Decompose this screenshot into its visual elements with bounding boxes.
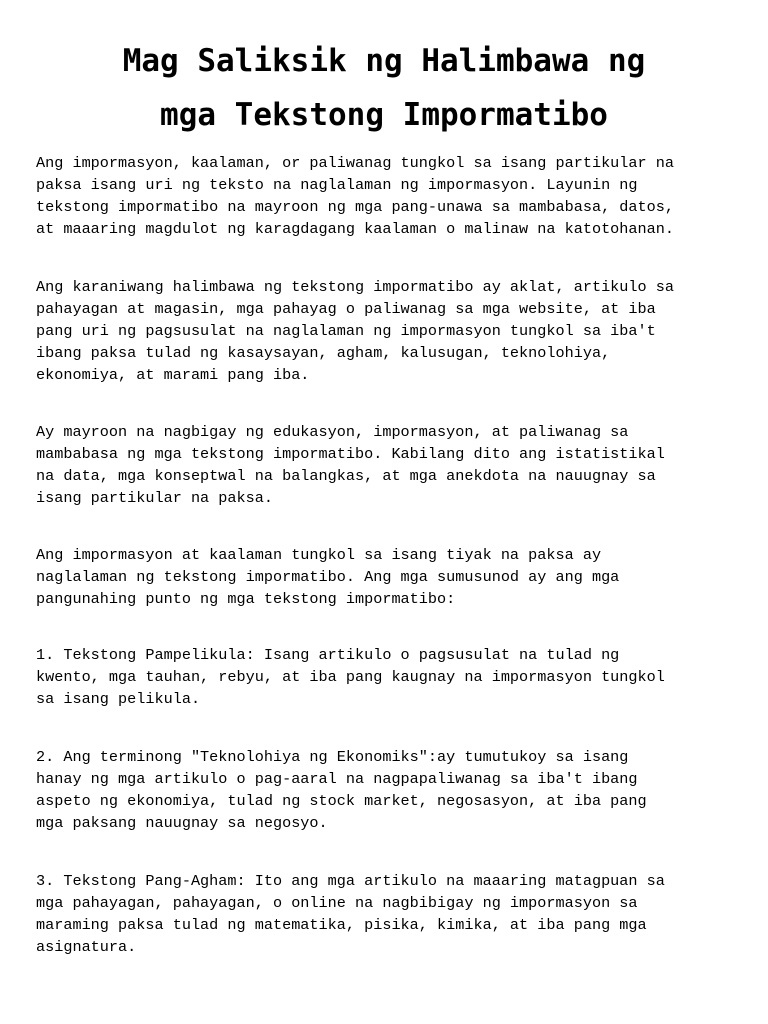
title-line-1: Mag Saliksik ng Halimbawa ng	[122, 43, 646, 79]
list-item-1: 1. Tekstong Pampelikula: Isang artikulo o pagsusulat na tulad ng kwento, mga tauhan, rebyu, at iba pang kaugnay na impormasyon tungkol sa isang pelikula.	[36, 646, 665, 708]
list-item-3: 3. Tekstong Pang-Agham: Ito ang mga artikulo na maaaring matagpuan sa mga pahayagan, pahayagan, o online na nagbibigay ng impormasyon sa maraming paksa tulad ng matematika, pisika, kimika, at iba pang mga asignatura.	[36, 872, 665, 956]
paragraph-intro: Ang impormasyon, kaalaman, or paliwanag tungkol sa isang partikular na paksa isang uri ng teksto na naglalaman ng impormasyon. Layunin ng tekstong impormatibo na mayroon ng mga pang-unawa sa mambabasa, datos, at maaaring magdulot ng karagdagang kaalaman o malinaw na katotohanan.	[36, 154, 674, 238]
paragraph-main-points: Ang impormasyon at kaalaman tungkol sa isang tiyak na paksa ay naglalaman ng tekstong impormatibo. Ang mga sumusunod ay ang mga pangunahing punto ng mga tekstong impormatibo:	[36, 546, 620, 608]
paragraph-purpose: Ay mayroon na nagbigay ng edukasyon, impormasyon, at paliwanag sa mambabasa ng mga tekstong impormatibo. Kabilang dito ang istatistikal na data, mga konseptwal na balangkas, at mga anekdota na nauugnay sa isang partikular na paksa.	[36, 423, 665, 507]
paragraph-examples: Ang karaniwang halimbawa ng tekstong impormatibo ay aklat, artikulo sa pahayagan at magasin, mga pahayag o paliwanag sa mga website, at iba pang uri ng pagsusulat na naglalaman ng impormasyon tungkol sa iba't ibang paksa tulad ng kasaysayan, agham, kalusugan, teknolohiya, ekonomiya, at marami pang iba.	[36, 278, 674, 384]
list-item-2: 2. Ang terminong "Teknolohiya ng Ekonomiks":ay tumutukoy sa isang hanay ng mga artikulo o pag-aaral na nagpapaliwanag sa iba't ibang aspeto ng ekonomiya, tulad ng stock market, negosasyon, at iba pang mga paksang nauugnay sa negosyo.	[36, 748, 647, 832]
page-title	[0, 0, 768, 142]
title-line-2: mga Tekstong Impormatibo	[160, 97, 608, 133]
